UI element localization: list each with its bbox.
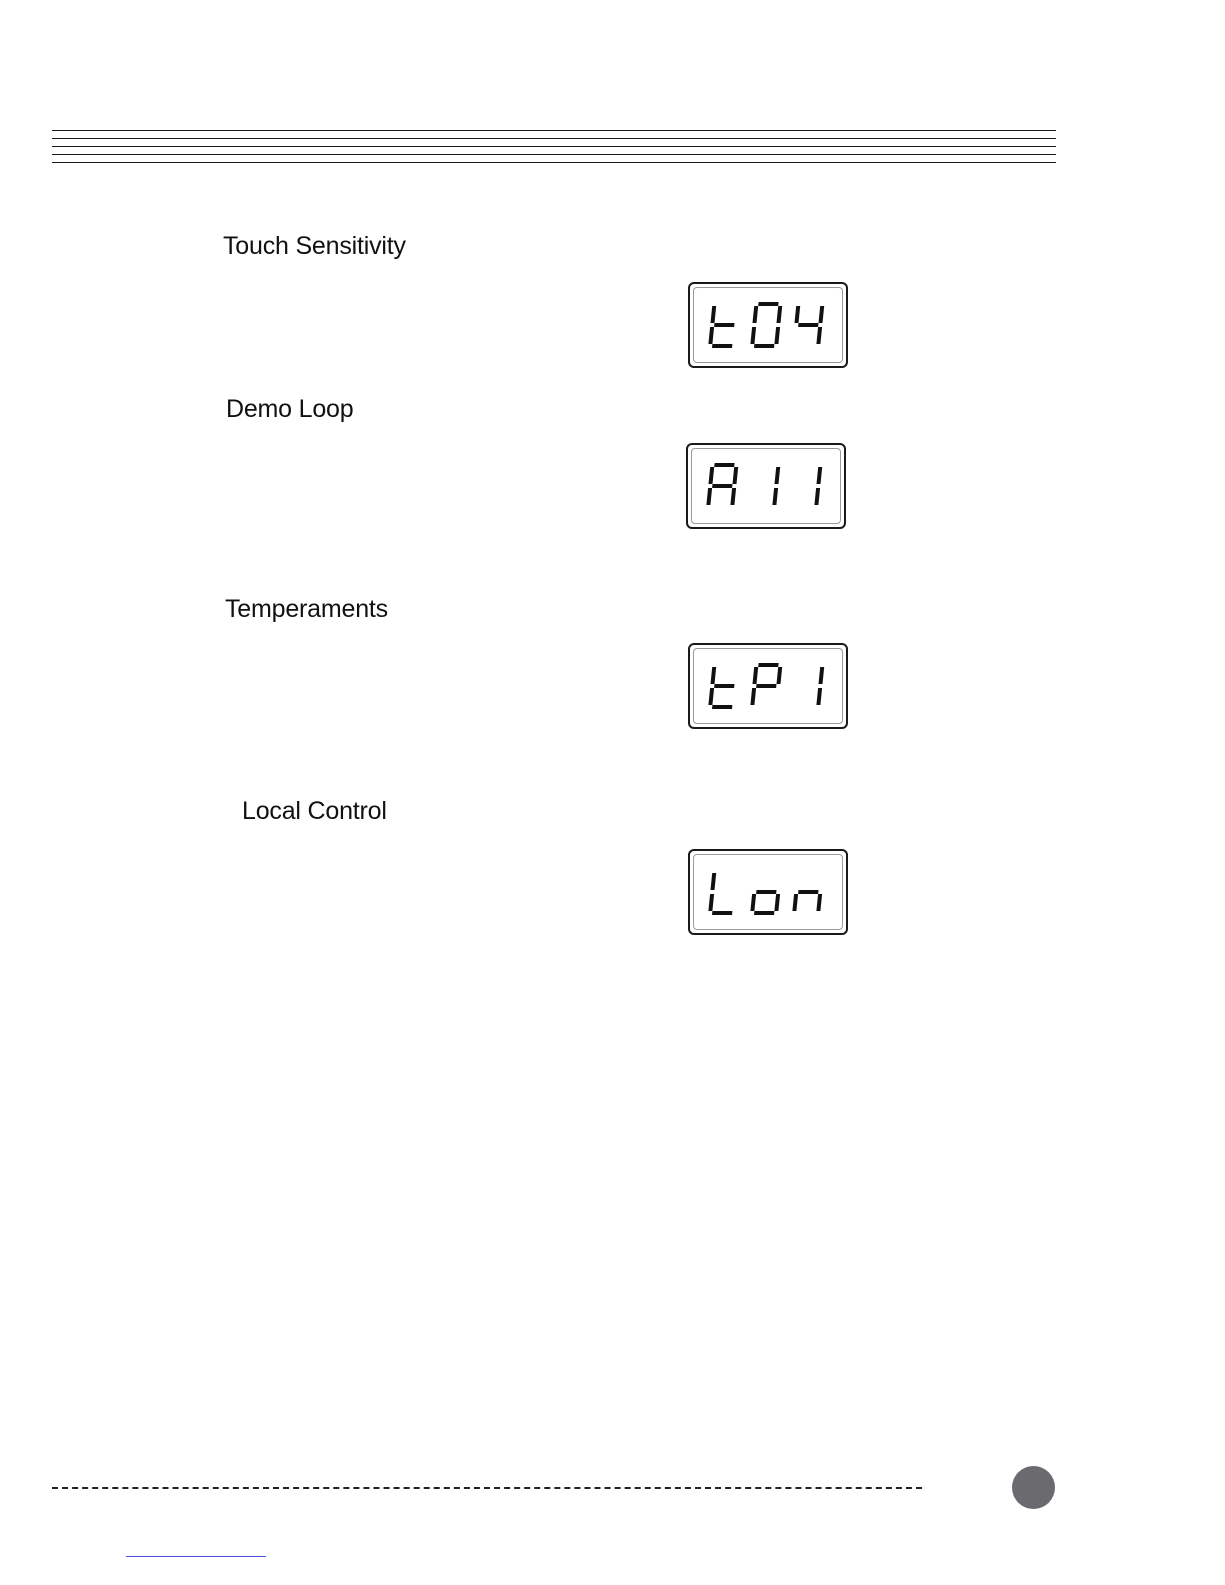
lcd-segment-a: [714, 463, 734, 467]
lcd-segment-e: [706, 488, 712, 505]
header-rule: [52, 146, 1056, 147]
lcd-segment-d: [712, 705, 732, 709]
header-rules: [52, 130, 1056, 166]
lcd-display-temperaments: [688, 643, 848, 729]
lcd-segment-d: [754, 911, 774, 915]
lcd-segment-d: [754, 344, 774, 348]
header-rule: [52, 130, 1056, 131]
lcd-display-touch-sensitivity: [688, 282, 848, 368]
lcd-segment-c: [816, 327, 822, 344]
section-title-demo-loop: Demo Loop: [226, 395, 354, 423]
lcd-segment-g: [756, 684, 776, 688]
footer-dashed-rule: [52, 1487, 922, 1489]
lcd-segment-b: [819, 306, 825, 323]
lcd-segment-b: [817, 467, 823, 484]
lcd-segment-a: [758, 663, 778, 667]
lcd-display-local-control: [688, 849, 848, 935]
lcd-segment-b: [733, 467, 739, 484]
lcd-segment-f: [753, 667, 759, 684]
lcd-segment-e: [750, 327, 756, 344]
lcd-segment-f: [711, 873, 717, 890]
lcd-segment-f: [753, 306, 759, 323]
lcd-segment-b: [819, 667, 825, 684]
header-rule: [52, 154, 1056, 155]
lcd-segment-g: [714, 323, 734, 327]
lcd-segment-e: [750, 894, 756, 911]
lcd-segment-f: [711, 667, 717, 684]
section-title-temperaments: Temperaments: [225, 595, 388, 623]
lcd-character: [708, 873, 732, 915]
lcd-character: [795, 306, 825, 344]
lcd-segment-e: [708, 327, 714, 344]
lcd-character: [708, 667, 734, 709]
lcd-segment-b: [775, 467, 781, 484]
lcd-segment-f: [795, 306, 801, 323]
lcd-character: [750, 663, 782, 705]
lcd-character: [708, 306, 734, 348]
lcd-segment-f: [711, 306, 717, 323]
lcd-character: [750, 302, 782, 348]
lcd-segment-c: [814, 488, 820, 505]
lcd-segment-c: [774, 327, 780, 344]
lcd-character: [814, 467, 822, 505]
lcd-segment-g: [714, 684, 734, 688]
lcd-segment-g: [756, 890, 776, 894]
lcd-segment-a: [758, 302, 778, 306]
section-title-touch-sensitivity: Touch Sensitivity: [223, 232, 406, 260]
lcd-character: [750, 890, 780, 915]
lcd-character: [792, 890, 822, 911]
lcd-character: [816, 667, 824, 705]
lcd-segment-g: [798, 323, 818, 327]
lcd-segment-c: [816, 688, 822, 705]
lcd-segment-c: [772, 488, 778, 505]
lcd-segment-f: [709, 467, 715, 484]
lcd-segment-e: [750, 688, 756, 705]
page-number-circle: [1012, 1466, 1055, 1509]
lcd-segment-c: [816, 894, 822, 911]
seven-segment-readout: [690, 284, 846, 366]
lcd-segment-c: [774, 894, 780, 911]
lcd-segment-b: [777, 306, 783, 323]
lcd-segment-c: [730, 488, 736, 505]
lcd-character: [706, 463, 738, 505]
seven-segment-readout: [690, 645, 846, 727]
header-rule: [52, 162, 1056, 163]
lcd-segment-d: [712, 911, 732, 915]
lcd-segment-e: [708, 688, 714, 705]
seven-segment-readout: [690, 851, 846, 933]
lcd-display-demo-loop: [686, 443, 846, 529]
lcd-segment-g: [798, 890, 818, 894]
lcd-segment-d: [712, 344, 732, 348]
bottom-link-underline: [126, 1556, 266, 1557]
lcd-character: [772, 467, 780, 505]
header-rule: [52, 138, 1056, 139]
section-title-local-control: Local Control: [242, 797, 387, 825]
lcd-segment-g: [712, 484, 732, 488]
seven-segment-readout: [688, 445, 844, 527]
lcd-segment-b: [777, 667, 783, 684]
lcd-segment-e: [708, 894, 714, 911]
lcd-segment-e: [792, 894, 798, 911]
